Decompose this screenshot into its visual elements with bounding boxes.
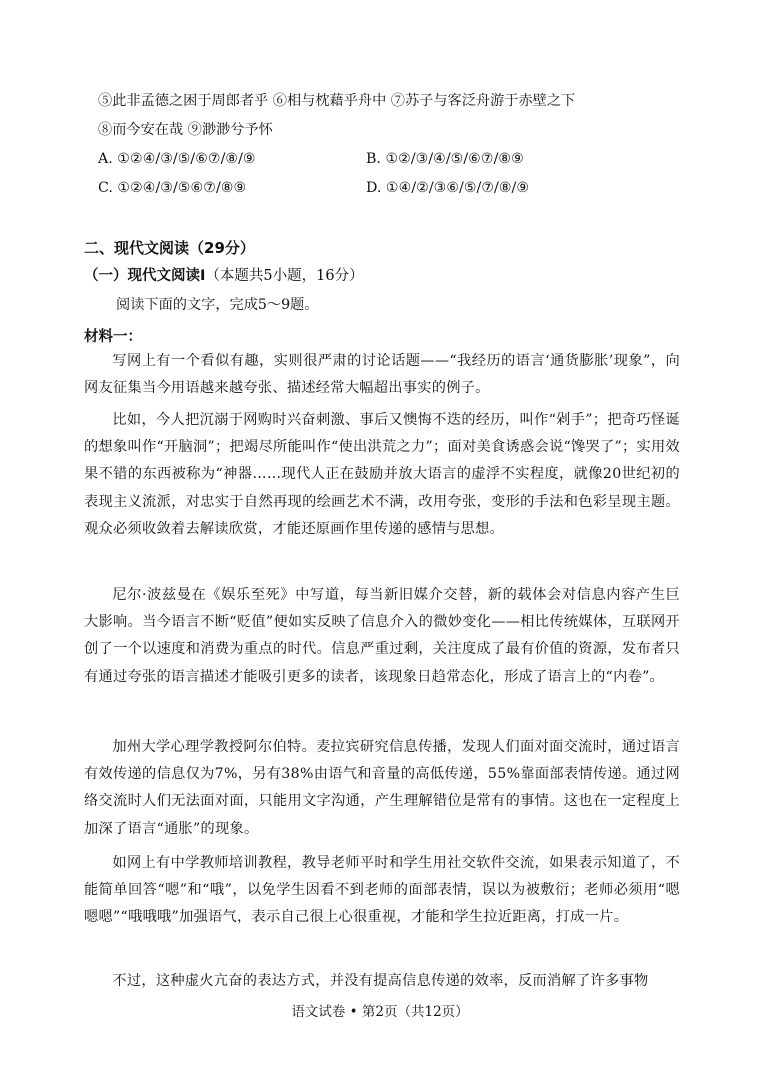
question-items-line-2: ⑧而今安在哉 ⑨渺渺兮予怀 xyxy=(98,122,273,138)
section-title: 二、现代文阅读（29分） xyxy=(84,239,255,257)
subsection-title xyxy=(84,264,364,285)
reading-instruction: 阅读下面的文字，完成5～9题。 xyxy=(116,297,319,313)
option-d: D. ①④/②/③⑥/⑤/⑦/⑧/⑨ xyxy=(366,180,530,196)
material-label: 材料一： xyxy=(84,329,142,345)
paragraph-3: 尼尔·波兹曼在《娱乐至死》中写道，每当新旧媒介交替，新的载体会对信息内容产生巨大影响。当今语言不断“贬值”便如实反映了信息介入的微妙变化——相比传统媒体，互联网开创了一个以速度和消费为重点的时代。信息严重过剩，关注度成了最有价值的资源，发布者只有通过夸张的语言描述才能吸引更多的读者，该现象日趋常态化，形成了语言上的“内卷”。 xyxy=(84,587,680,685)
option-b: B. ①②/③/④/⑤/⑥⑦/⑧⑨ xyxy=(366,151,524,167)
paragraph-6: 不过，这种虚火亢奋的表达方式，并没有提高信息传递的效率，反而消解了许多事物 xyxy=(112,973,649,989)
option-c: C. ①②④/③/⑤⑥⑦/⑧⑨ xyxy=(98,180,247,196)
paragraph-4: 加州大学心理学教授阿尔伯特。麦拉宾研究信息传播，发现人们面对面交流时，通过语言有效传递的信息仅为7%，另有38%由语气和音量的高低传递，55%靠面部表情传递。通过网络交流时人们无法面对面，只能用文字沟通，产生理解错位是常有的事情。这也在一定程度上加深了语言“通胀”的现象。 xyxy=(84,739,680,837)
paragraph-5: 如网上有中学教师培训教程，教导老师平时和学生用社交软件交流，如果表示知道了，不能简单回答“嗯”和“哦”，以免学生因看不到老师的面部表情，误以为被敷衍；老师必须用“嗯嗯嗯”“哦哦哦”加强语气，表示自己很上心很重视，才能和学生拉近距离，打成一片。 xyxy=(84,855,680,926)
paragraph-1: 写网上有一个看似有趣，实则很严肃的讨论话题——“我经历的语言‘通货膨胀’现象”，向网友征集当今用语越来越夸张、描述经常大幅超出事实的例子。 xyxy=(84,353,680,397)
option-a: A. ①②④/③/⑤/⑥⑦/⑧/⑨ xyxy=(98,151,256,167)
subsection-title-note: （本题共5小题，16分） xyxy=(205,268,364,284)
paragraph-2: 比如，今人把沉溺于网购时兴奋刺激、事后又懊悔不迭的经历，叫作“剁手”；把奇巧怪诞的想象叫作“开脑洞”；把竭尽所能叫作“使出洪荒之力”；面对美食诱惑会说“馋哭了”；实用效果不错的东西被称为“神器……现代人正在鼓励并放大语言的虚浮不实程度，就像20世纪初的表现主义流派，对忠实于自然再现的绘画艺术不满，改用夸张，变形的手法和色彩呈现主题。观众必须收敛着去解读欣赏，才能还原画作里传递的感情与思想。 xyxy=(84,412,680,537)
subsection-title-bold: （一）现代文阅读Ⅰ xyxy=(84,268,206,284)
question-items-line-1: ⑤此非孟德之困于周郎者乎 ⑥相与枕藉乎舟中 ⑦苏子与客泛舟游于赤壁之下 xyxy=(98,93,576,109)
page-footer: 语文试卷 • 第2页（共12页） xyxy=(291,1004,469,1020)
